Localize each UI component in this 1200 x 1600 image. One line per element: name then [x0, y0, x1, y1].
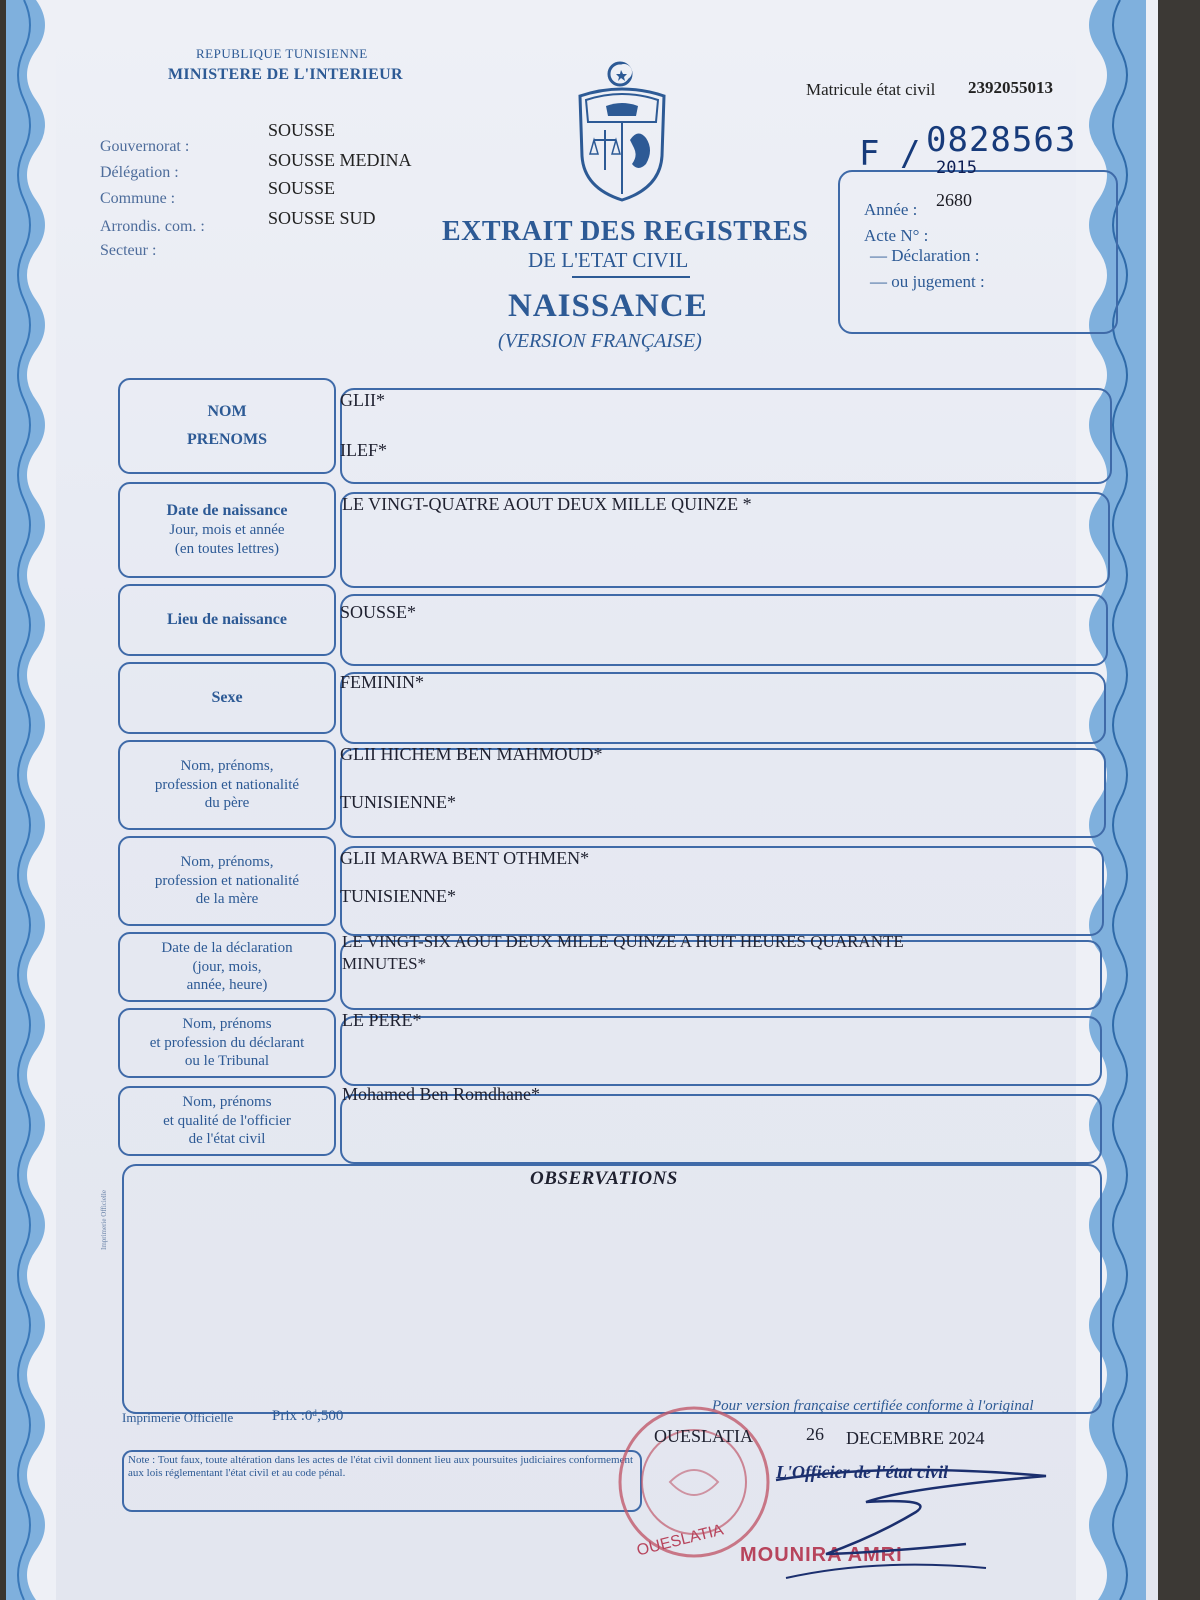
legal-note-text: Note : Tout faux, toute altération dans les actes de l'état civil donnent lieu aux poursuites judiciaires conformement aux lois réglementant l'état civil et au code pénal. [128, 1454, 634, 1480]
declarant-value-box [340, 1016, 1102, 1086]
mere-label-1: Nom, prénoms, [180, 853, 274, 870]
secteur-label: Secteur : [100, 242, 157, 259]
printer-side-mark: Imprimerie Officielle [100, 1190, 108, 1250]
declarant-label-3: ou le Tribunal [184, 1053, 270, 1070]
gouvernorat-label: Gouvernorat : [100, 138, 190, 155]
commune-label: Commune : [100, 190, 176, 207]
nom-prenoms-label-box [118, 378, 336, 474]
dob-sublabel-2: (en toutes lettres) [174, 541, 280, 557]
prenoms-value: ILEF* [340, 440, 387, 460]
acte-year-value: 2015 [936, 158, 977, 178]
declaration-date-label-2: (jour, mois, [192, 958, 262, 975]
gouvernorat-value: SOUSSE [268, 120, 336, 140]
officier-label-2: et qualité de l'officier [163, 1112, 291, 1129]
handwritten-signature-icon [766, 1458, 1066, 1588]
lieu-value: SOUSSE* [340, 602, 417, 622]
matricule-label: Matricule état civil [806, 80, 936, 99]
mere-value-name: GLII MARWA BENT OTHMEN* [340, 848, 590, 868]
declaration-date-value-1: LE VINGT-SIX AOUT DEUX MILLE QUINZE A HUIT HEURES QUARANTE [342, 932, 904, 951]
officier-label-box [118, 1086, 336, 1156]
jugement-label: — ou jugement : [870, 272, 985, 291]
delegation-value: SOUSSE MEDINA [268, 150, 412, 170]
officer-title: L'Officier de l'état civil [776, 1462, 949, 1482]
document-title-version: (VERSION FRANÇAISE) [498, 330, 702, 352]
lieu-label: Lieu de naissance [166, 611, 287, 628]
mere-label-3: de la mère [195, 891, 259, 908]
pere-label-1: Nom, prénoms, [180, 757, 274, 774]
mere-value-nationality: TUNISIENNE* [340, 886, 456, 906]
declaration-date-label-3: année, heure) [186, 977, 268, 994]
officier-label-1: Nom, prénoms [182, 1093, 272, 1110]
matricule-value: 2392055013 [968, 78, 1053, 97]
observations-title: OBSERVATIONS [530, 1168, 678, 1189]
title-divider [572, 276, 690, 278]
declarant-label-2: et profession du déclarant [149, 1034, 305, 1051]
imprimerie-label: Imprimerie Officielle [122, 1410, 234, 1425]
tunisia-coat-of-arms-icon [572, 60, 672, 204]
declaration-date-value-2: MINUTES* [342, 954, 427, 973]
observations-box [122, 1164, 1102, 1414]
pere-label-2: profession et nationalité [154, 776, 300, 793]
declarant-label-1: Nom, prénoms [182, 1015, 272, 1032]
sexe-label: Sexe [211, 689, 243, 706]
declarant-value: LE PERE* [342, 1010, 422, 1030]
document-title-line1: EXTRAIT DES REGISTRES [442, 216, 809, 247]
nom-label: NOM [207, 403, 247, 420]
stamp-officer-name: MOUNIRA AMRI [740, 1544, 903, 1566]
annee-label: Année : [864, 200, 918, 219]
ministry-heading: MINISTERE DE L'INTERIEUR [168, 66, 403, 83]
issue-month-year: DECEMBRE 2024 [846, 1428, 985, 1448]
declaration-date-label-box [118, 932, 336, 1002]
delegation-label: Délégation : [100, 164, 179, 181]
dob-value: LE VINGT-QUATRE AOUT DEUX MILLE QUINZE * [342, 494, 752, 514]
issue-place: OUESLATIA [654, 1426, 753, 1446]
birth-certificate-document [6, 0, 1186, 1600]
commune-value: SOUSSE [268, 178, 336, 198]
republic-heading: REPUBLIQUE TUNISIENNE [196, 46, 368, 61]
pere-label-3: du père [204, 795, 250, 812]
stamp-commune-text: OUESLATIA [635, 1521, 726, 1560]
lieu-label-box [118, 584, 336, 656]
lieu-value-box [340, 594, 1108, 666]
dob-label: Date de naissance [166, 502, 288, 520]
nom-prenoms-value-box [340, 388, 1112, 484]
arrondissement-label: Arrondis. com. : [100, 218, 205, 235]
issue-day: 26 [806, 1424, 824, 1444]
sexe-value-box [340, 672, 1106, 744]
acte-number-value: 2680 [936, 190, 972, 210]
arrondissement-value: SOUSSE SUD [268, 208, 376, 228]
sexe-label-box [118, 662, 336, 734]
certification-note: Pour version française certifiée conforme à l'original [712, 1398, 1034, 1414]
sexe-value: FEMININ* [340, 672, 424, 692]
declaration-date-label-1: Date de la déclaration [161, 939, 293, 956]
officier-value: Mohamed Ben Romdhane* [342, 1084, 540, 1104]
officier-label-3: de l'état civil [188, 1131, 266, 1148]
pere-value-nationality: TUNISIENNE* [340, 792, 456, 812]
background-surface [1158, 0, 1200, 1600]
serial-prefix: F / [859, 134, 921, 174]
mere-label-box [118, 836, 336, 926]
document-title-line2: DE L'ETAT CIVIL [528, 248, 689, 272]
declarant-label-box [118, 1008, 336, 1078]
left-decorative-border [6, 0, 56, 1600]
document-title-naissance: NAISSANCE [508, 288, 708, 324]
declaration-label: — Déclaration : [870, 246, 980, 265]
prenoms-label: PRENOMS [187, 431, 267, 448]
pere-label-box [118, 740, 336, 830]
serial-number: 0828563 [926, 120, 1077, 160]
mere-label-2: profession et nationalité [154, 872, 300, 889]
prix-label: Prix :0ᵈ,500 [272, 1408, 344, 1424]
acte-label: Acte N° : [864, 226, 929, 245]
dob-label-box [118, 482, 336, 578]
dob-sublabel-1: Jour, mois et année [169, 522, 285, 539]
nom-value: GLII* [340, 390, 385, 410]
pere-value-name: GLII HICHEM BEN MAHMOUD* [340, 744, 603, 764]
